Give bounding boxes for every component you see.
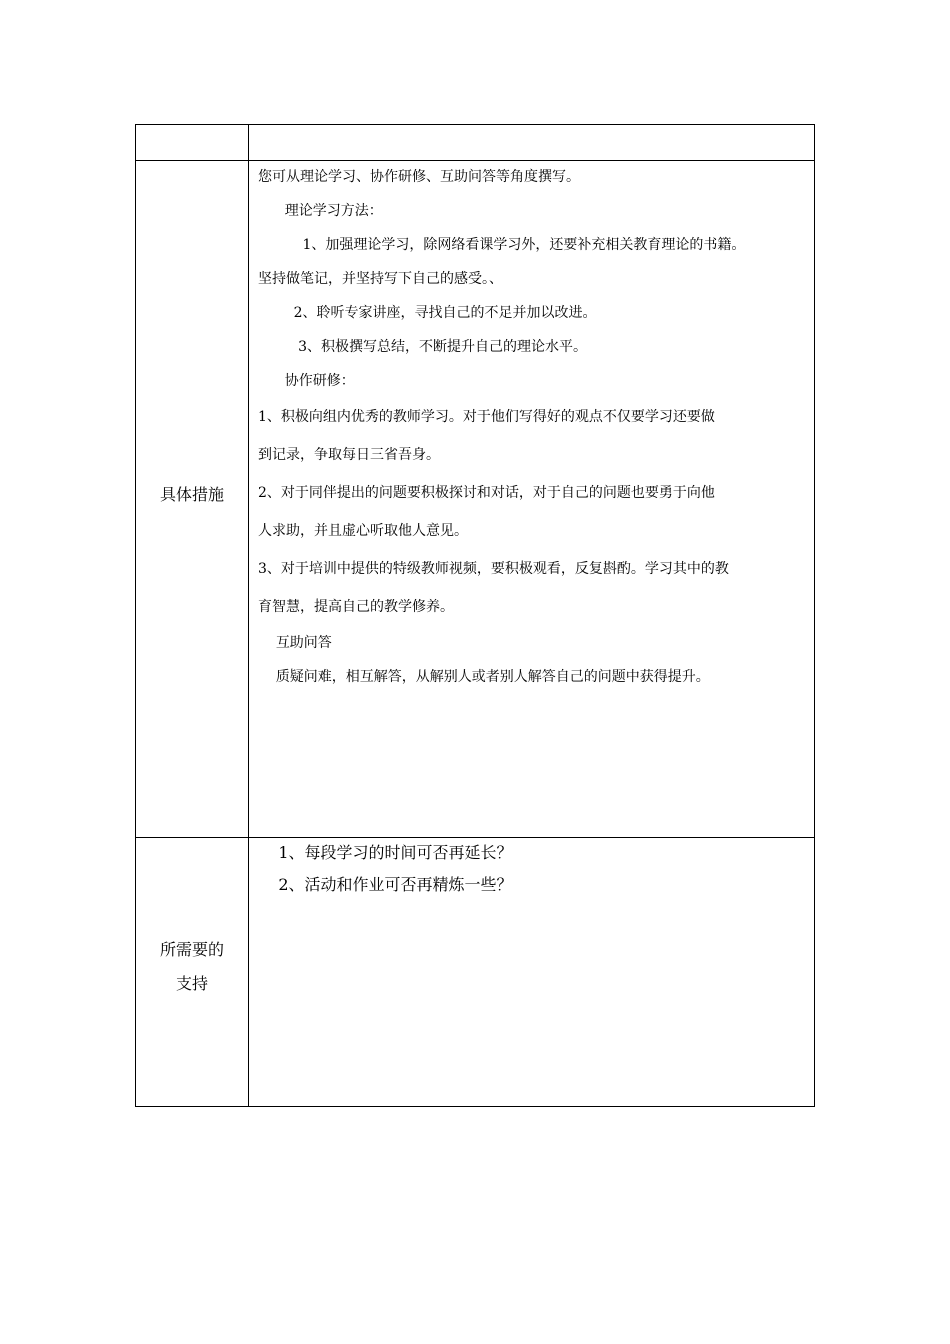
column-divider	[248, 125, 249, 1106]
text-line: 3、积极撰写总结，不断提升自己的理论水平。	[258, 339, 587, 355]
measures-content	[258, 160, 808, 694]
label-line: 所需要的	[159, 940, 224, 959]
text-line: 1、加强理论学习，除网络看课学习外，还要补充相关教育理论的书籍。	[258, 237, 746, 253]
text-line: 1、每段学习的时间可否再延长？	[258, 843, 513, 862]
row-label-support	[136, 933, 248, 1001]
support-content	[258, 837, 808, 901]
text-line: 互助问答	[258, 635, 332, 651]
text-line: 人求助，并且虚心听取他人意见。	[258, 523, 468, 539]
text-line: 坚持做笔记，并坚持写下自己的感受。、	[258, 271, 503, 287]
text-line: 育智慧，提高自己的教学修养。	[258, 599, 454, 615]
text-line: 3、对于培训中提供的特级教师视频，要积极观看，反复斟酌。学习其中的教	[258, 561, 729, 577]
text-line: 1、积极向组内优秀的教师学习。对于他们写得好的观点不仅要学习还要做	[258, 409, 715, 425]
text-line: 您可从理论学习、协作研修、互助问答等角度撰写。	[258, 169, 580, 185]
text-line: 质疑问难，相互解答，从解别人或者别人解答自己的问题中获得提升。	[258, 669, 710, 685]
text-line: 到记录，争取每日三省吾身。	[258, 447, 440, 463]
label-line: 支持	[175, 974, 208, 993]
form-table	[135, 124, 815, 1107]
text-line: 2、对于同伴提出的问题要积极探讨和对话，对于自己的问题也要勇于向他	[258, 485, 715, 501]
text-line: 2、活动和作业可否再精炼一些？	[258, 875, 513, 894]
text-line: 理论学习方法：	[258, 203, 383, 219]
row-label-measures: 具体措施	[159, 485, 224, 504]
text-line: 协作研修：	[258, 373, 355, 389]
text-line: 2、聆听专家讲座，寻找自己的不足并加以改进。	[258, 305, 597, 321]
